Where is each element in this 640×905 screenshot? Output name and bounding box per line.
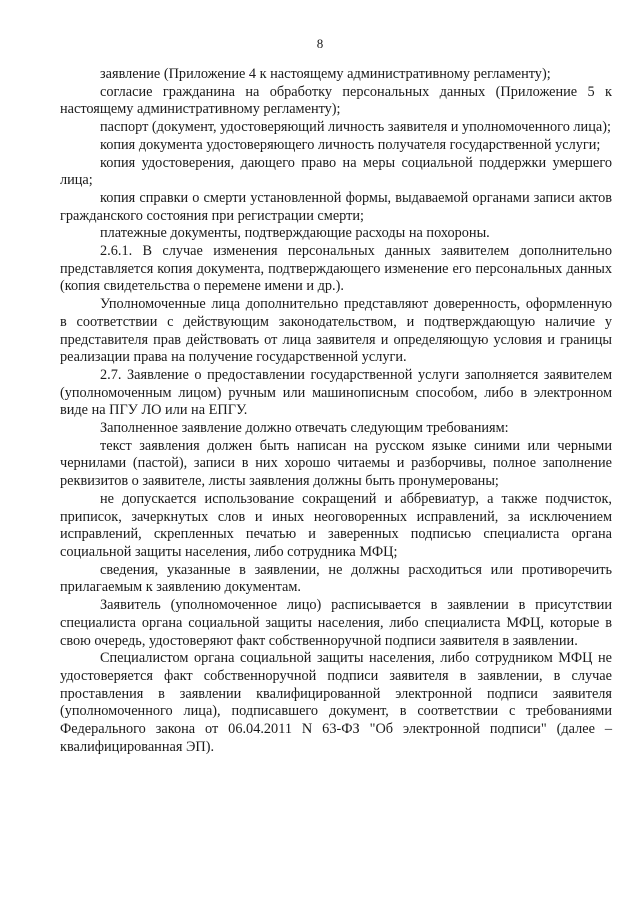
page-number: 8 (316, 36, 324, 51)
paragraph: паспорт (документ, удостоверяющий личность заявителя и уполномоченного лица); (100, 119, 611, 136)
paragraph: Специалистом органа социальной защиты населения, либо сотрудником МФЦ не удостоверяется факт собственноручной подписи заявителя в заявлении, в случае проставления в заявлении квалифицированной электронной подписи заявителя (уполномоченного лица), подписавшего документ, в соответствии с требованиями Федерального закона от 06.04.2011 N 63-ФЗ "Об электронной подписи" (далее – квалифицированная ЭП). (60, 650, 612, 755)
paragraph: копия справки о смерти установленной формы, выдаваемой органами записи актов гражданского состояния при регистрации смерти; (60, 189, 612, 224)
paragraph: Уполномоченные лица дополнительно представляют доверенность, оформленную в соответствии с действующим законодательством, и подтверждающую наличие у представителя прав действовать от лица заявителя и определяющую условия и границы реализации права на получение государственной услуги. (60, 296, 612, 366)
paragraph: копия документа удостоверяющего личность получателя государственной услуги; (100, 136, 601, 153)
paragraph: Заполненное заявление должно отвечать следующим требованиям: (100, 420, 509, 437)
paragraph: согласие гражданина на обработку персональных данных (Приложение 5 к настоящему административному регламенту); (60, 83, 612, 118)
paragraph: текст заявления должен быть написан на русском языке синими или черными чернилами (пастой), записи в них хорошо читаемы и разборчивы, полное заполнение реквизитов о заявителе, листы заявления должны быть пронумерованы; (60, 437, 612, 490)
paragraph: сведения, указанные в заявлении, не должны расходиться или противоречить прилагаемым к заявлению документам. (60, 561, 612, 596)
paragraph: заявление (Приложение 4 к настоящему административному регламенту); (100, 66, 551, 82)
document-body (60, 66, 612, 756)
paragraph: копия удостоверения, дающего право на меры социальной поддержки умершего лица; (60, 154, 612, 189)
paragraph: 2.6.1. В случае изменения персональных данных заявителем дополнительно представляется копия документа, подтверждающего изменение его персональных данных (копия свидетельства о перемене имени и др.). (60, 243, 612, 295)
paragraph: платежные документы, подтверждающие расходы на похороны. (100, 225, 490, 242)
paragraph: не допускается использование сокращений и аббревиатур, а также подчисток, приписок, зачеркнутых слов и иных неоговоренных исправлений, за исключением исправлений, скрепленных печатью и заверенных подписью специалиста органа социальной защиты населения, либо сотрудника МФЦ; (60, 490, 612, 560)
paragraph: Заявитель (уполномоченное лицо) расписывается в заявлении в присутствии специалиста органа социальной защиты населения, либо специалиста МФЦ, которые в свою очередь, удостоверяют факт собственноручной подписи заявителя в заявлении. (60, 597, 612, 649)
paragraph: 2.7. Заявление о предоставлении государственной услуги заполняется заявителем (уполномоченным лицом) ручным или машинописным способом, либо в электронном виде на ПГУ ЛО или на ЕПГУ. (60, 366, 612, 419)
